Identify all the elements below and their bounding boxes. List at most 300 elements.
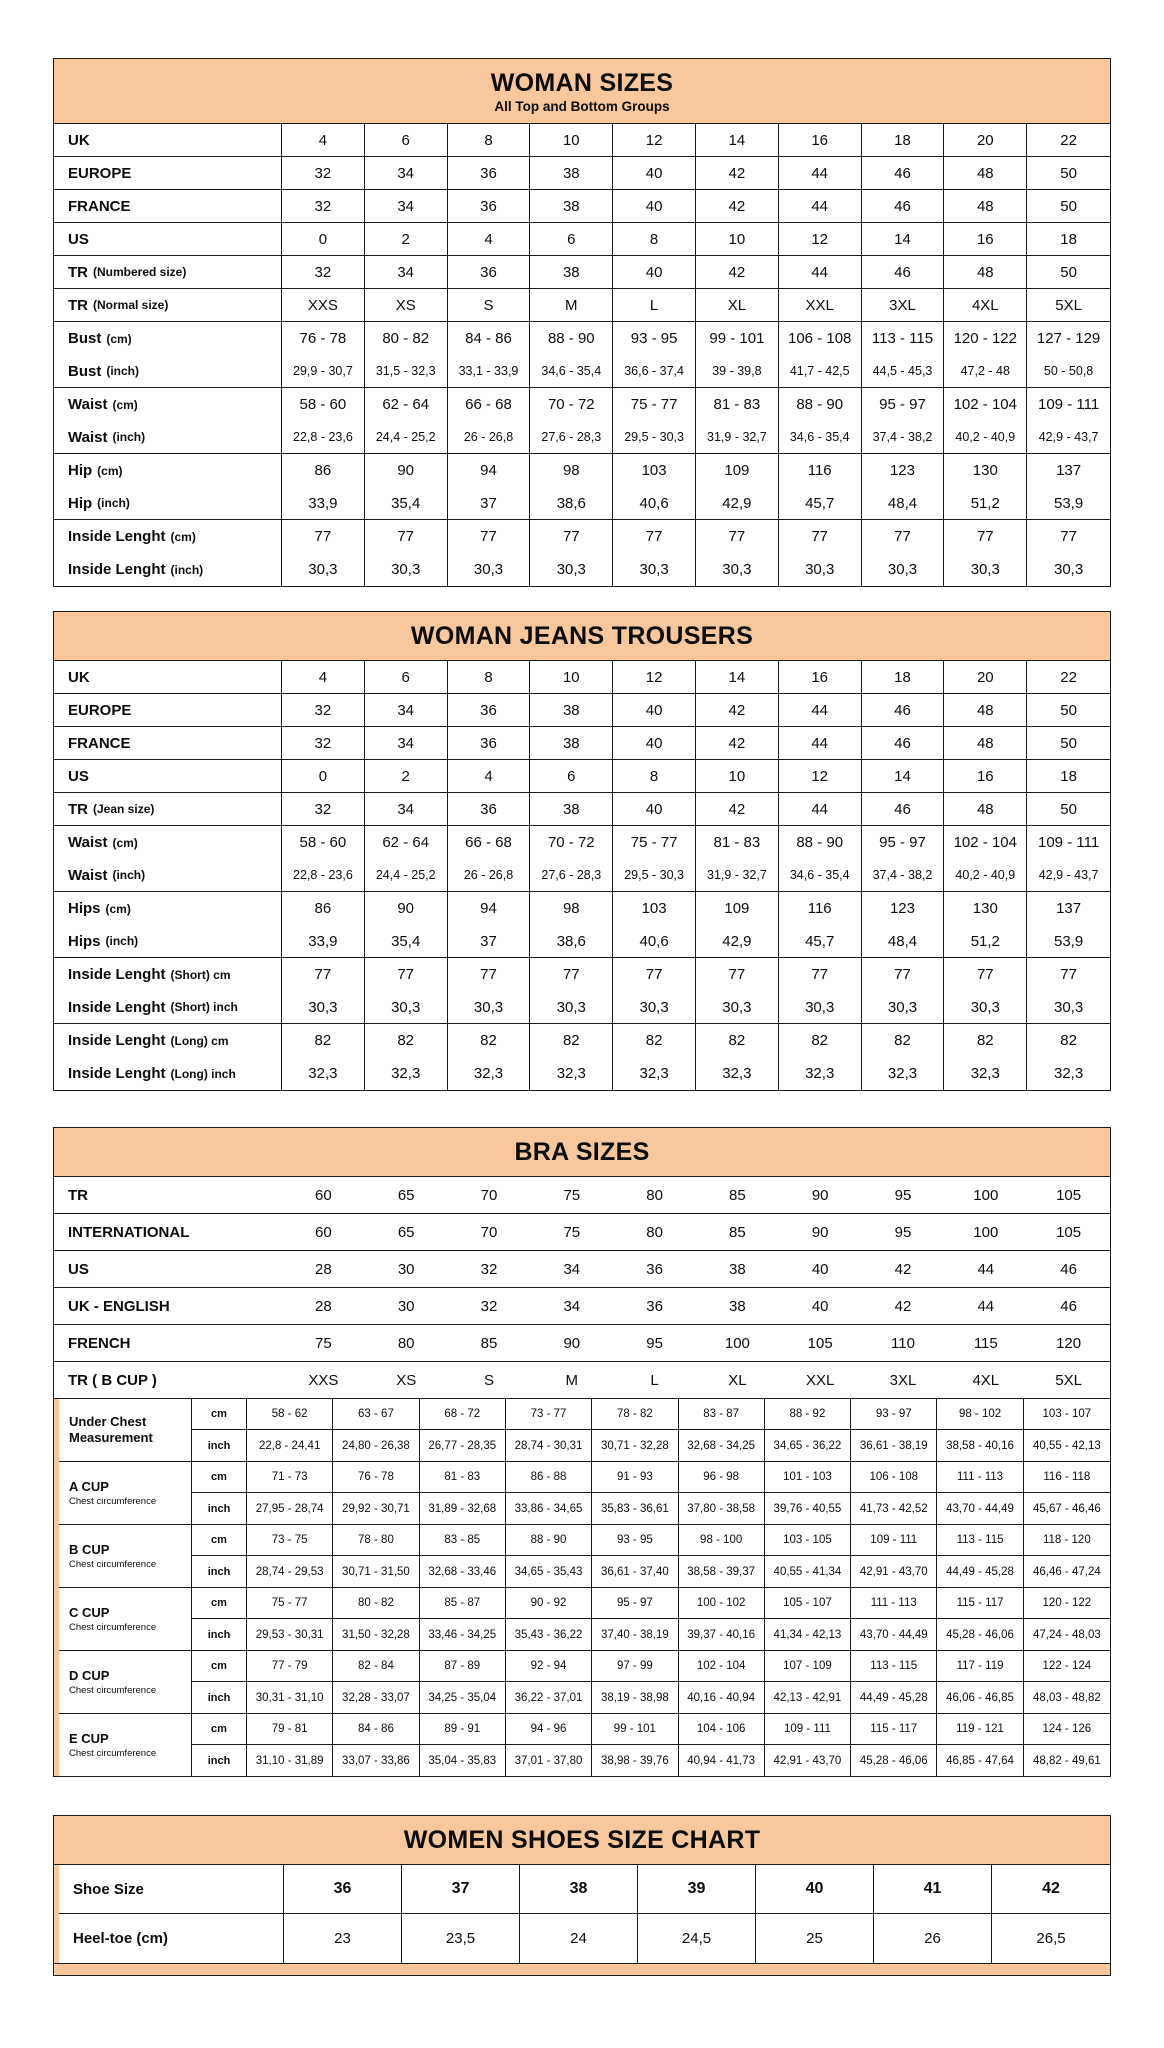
cup-sublabel: Chest circumference xyxy=(69,1747,157,1759)
value-cell: 81 - 83 xyxy=(696,826,779,859)
cup-group xyxy=(59,1525,1110,1588)
value-cell: S xyxy=(448,289,531,321)
cup-name: C CUP xyxy=(69,1605,110,1621)
value-cell: 38 xyxy=(530,727,613,759)
value-cell: 77 xyxy=(944,520,1027,553)
value-cell: 41,73 - 42,52 xyxy=(851,1493,937,1524)
value-cell: 12 xyxy=(613,661,696,693)
value-cell: 93 - 95 xyxy=(613,322,696,355)
value-cell: 10 xyxy=(530,661,613,693)
value-cell: 111 - 113 xyxy=(937,1462,1023,1493)
value-cell: 30,3 xyxy=(779,553,862,586)
value-cell: 119 - 121 xyxy=(937,1714,1023,1745)
value-cell: 77 xyxy=(448,520,531,553)
value-cell: 50 xyxy=(1060,701,1077,719)
value-cell: 30,3 xyxy=(448,553,531,586)
value-cell: 77 xyxy=(282,958,365,991)
value-cell: 77 xyxy=(365,958,448,991)
value-cell: 42,9 xyxy=(696,925,779,957)
value-cell: 81 - 83 xyxy=(696,388,779,421)
row-label-detail: (Long) cm xyxy=(170,1033,229,1048)
value-cell: 34,65 - 35,43 xyxy=(506,1556,592,1587)
value-cell: 30,71 - 31,50 xyxy=(333,1556,419,1587)
value-cell: XXL xyxy=(806,1371,835,1389)
value-cell: 24,4 - 25,2 xyxy=(365,859,448,891)
value-cell: 123 xyxy=(862,454,945,487)
value-cell: 32 xyxy=(282,157,365,189)
value-cell: 100 - 102 xyxy=(679,1588,765,1619)
value-cell: 26,5 xyxy=(1036,1930,1066,1947)
value-cell: 107 - 109 xyxy=(765,1651,851,1682)
value-cell: 30,71 - 32,28 xyxy=(592,1430,678,1461)
value-cell: 34,6 - 35,4 xyxy=(530,355,613,387)
woman-jeans-table xyxy=(53,611,1111,1091)
row-label-text: UK - ENGLISH xyxy=(68,1297,170,1315)
row-label-detail: (cm) xyxy=(112,397,138,412)
value-cell: 30,3 xyxy=(365,553,448,586)
value-cell: 70 xyxy=(480,1223,498,1241)
table-row xyxy=(54,190,1110,223)
row-label xyxy=(54,1024,282,1057)
value-cell: 90 xyxy=(811,1186,829,1204)
value-cell: 4XL xyxy=(972,1371,1000,1389)
row-label-text: Hips xyxy=(68,932,101,950)
value-cell: 105 xyxy=(1056,1223,1082,1241)
value-cell: 95 xyxy=(646,1334,663,1352)
value-cell: 58 - 60 xyxy=(282,826,365,859)
value-cell: 29,5 - 30,3 xyxy=(613,421,696,453)
value-cell: 95 - 97 xyxy=(862,388,945,421)
woman-jeans-header xyxy=(54,612,1110,661)
row-label-text: Waist xyxy=(68,834,108,851)
cup-label xyxy=(59,1588,192,1650)
value-cell: 53,9 xyxy=(1053,494,1084,512)
value-cell: 42,91 - 43,70 xyxy=(851,1556,937,1587)
row-label-text: US xyxy=(68,1260,89,1278)
value-cell: 46 xyxy=(862,694,945,726)
value-cell: 115 - 117 xyxy=(937,1588,1023,1619)
value-cell: 32 xyxy=(282,256,365,288)
value-cell: 48 xyxy=(944,256,1027,288)
value-cell: 33,1 - 33,9 xyxy=(448,355,531,387)
value-cell: 31,9 - 32,7 xyxy=(696,859,779,891)
value-cell: 32,3 xyxy=(530,1057,613,1090)
value-cell: 81 - 83 xyxy=(420,1462,506,1493)
row-label-detail: (inch) xyxy=(97,496,130,510)
value-cell: 14 xyxy=(862,223,945,255)
cup-label xyxy=(59,1714,192,1776)
table-row xyxy=(59,1865,1110,1914)
value-cell: 100 xyxy=(973,1186,999,1204)
women-shoes-header xyxy=(54,1816,1110,1865)
row-label xyxy=(59,1865,284,1913)
row-label-detail: (Short) inch xyxy=(170,1000,238,1014)
value-cell: 32 xyxy=(282,727,365,759)
value-cell: 77 xyxy=(613,958,696,991)
value-cell: 32,3 xyxy=(862,1057,945,1090)
value-cell: 85 xyxy=(480,1334,498,1352)
value-cell: 38,58 - 39,37 xyxy=(679,1556,765,1587)
value-cell: S xyxy=(483,1371,494,1389)
cup-label xyxy=(59,1651,192,1713)
value-cell: 45,67 - 46,46 xyxy=(1032,1502,1101,1515)
row-label-text: Hip xyxy=(68,494,93,512)
value-cell: 34,25 - 35,04 xyxy=(420,1682,506,1713)
value-cell: 109 - 111 xyxy=(765,1714,851,1745)
value-cell: 48 xyxy=(944,727,1027,759)
value-cell: 109 - 111 xyxy=(1038,396,1100,413)
value-cell: 76 - 78 xyxy=(282,322,365,355)
value-cell: 98 - 100 xyxy=(679,1525,765,1556)
value-cell: 10 xyxy=(530,124,613,156)
value-cell: 36 xyxy=(448,157,531,189)
value-cell: 0 xyxy=(282,760,365,792)
value-cell: 35,4 xyxy=(365,487,448,519)
value-cell: 109 xyxy=(696,892,779,925)
value-cell: 10 xyxy=(696,223,779,255)
cup-sublabel: Chest circumference xyxy=(69,1495,157,1507)
value-cell: 98 xyxy=(530,892,613,925)
value-cell: 42 xyxy=(696,256,779,288)
value-cell: 48,03 - 48,82 xyxy=(1032,1691,1101,1704)
value-cell: 26 - 26,8 xyxy=(448,421,531,453)
value-cell: 130 xyxy=(944,454,1027,487)
unit-label: inch xyxy=(192,1556,247,1587)
value-cell: 42 xyxy=(696,727,779,759)
value-cell: 30,3 xyxy=(282,991,365,1023)
value-cell: 82 xyxy=(862,1024,945,1057)
value-cell: 85 xyxy=(729,1223,746,1241)
value-cell: 30,3 xyxy=(862,991,945,1023)
row-label-detail: (cm) xyxy=(97,463,123,478)
value-cell: 37,4 - 38,2 xyxy=(862,859,945,891)
value-cell: 42,13 - 42,91 xyxy=(765,1682,851,1713)
table-row xyxy=(54,958,1110,991)
value-cell: 34 xyxy=(563,1297,581,1315)
value-cell: 83 - 85 xyxy=(420,1525,506,1556)
cup-sublabel: Chest circumference xyxy=(69,1558,157,1570)
table-row xyxy=(54,157,1110,190)
value-cell: 40 xyxy=(613,157,696,189)
row-label-text: Inside Lenght xyxy=(68,1065,166,1082)
value-cell: 85 xyxy=(729,1186,746,1204)
value-cell: 46 xyxy=(1060,1260,1077,1278)
value-cell: 40,16 - 40,94 xyxy=(679,1682,765,1713)
value-cell: 31,10 - 31,89 xyxy=(247,1745,333,1776)
value-cell: 120 xyxy=(1056,1334,1082,1352)
value-cell: 46,46 - 47,24 xyxy=(1032,1565,1101,1578)
value-cell: M xyxy=(565,1371,579,1389)
value-cell: 5XL xyxy=(1055,296,1082,314)
value-cell: 43,70 - 44,49 xyxy=(851,1619,937,1650)
woman-sizes-table xyxy=(53,58,1111,587)
table-row xyxy=(54,388,1110,421)
value-cell: 33,86 - 34,65 xyxy=(506,1493,592,1524)
value-cell: 79 - 81 xyxy=(247,1714,333,1745)
value-cell: 105 xyxy=(1056,1186,1082,1204)
value-cell: 96 - 98 xyxy=(679,1462,765,1493)
value-cell: 37 xyxy=(448,925,531,957)
row-label xyxy=(54,520,282,553)
value-cell: 40,2 - 40,9 xyxy=(944,859,1027,891)
value-cell: 40,6 xyxy=(613,487,696,519)
value-cell: 66 - 68 xyxy=(448,388,531,421)
row-label xyxy=(54,958,282,991)
value-cell: 99 - 101 xyxy=(592,1714,678,1745)
row-label xyxy=(54,1177,282,1213)
value-cell: 39 - 39,8 xyxy=(696,355,779,387)
value-cell: 32 xyxy=(282,190,365,222)
value-cell: 47,24 - 48,03 xyxy=(1032,1628,1101,1641)
value-cell: 40 xyxy=(756,1865,874,1913)
value-cell: 89 - 91 xyxy=(420,1714,506,1745)
value-cell: 0 xyxy=(282,223,365,255)
value-cell: 34 xyxy=(365,793,448,825)
value-cell: 105 xyxy=(807,1334,833,1352)
cup-group xyxy=(59,1588,1110,1651)
value-cell: 46 xyxy=(862,793,945,825)
value-cell: 18 xyxy=(862,661,945,693)
cup-name: E CUP xyxy=(69,1731,109,1747)
value-cell: 94 xyxy=(448,454,531,487)
value-cell: 38 xyxy=(530,793,613,825)
unit-label: inch xyxy=(192,1493,247,1524)
value-cell: 10 xyxy=(696,760,779,792)
value-cell: 88 - 90 xyxy=(506,1525,592,1556)
row-label-text: Waist xyxy=(68,396,108,413)
value-cell: 88 - 90 xyxy=(779,826,862,859)
value-cell: 34 xyxy=(365,727,448,759)
value-cell: 34 xyxy=(563,1260,581,1278)
table-title: WOMEN SHOES SIZE CHART xyxy=(403,1826,761,1854)
value-cell: XS xyxy=(396,1371,417,1389)
value-cell: 68 - 72 xyxy=(420,1399,506,1430)
value-cell: 26 xyxy=(874,1914,992,1963)
value-cell: 29,9 - 30,7 xyxy=(282,355,365,387)
value-cell: 40 xyxy=(613,727,696,759)
value-cell: 8 xyxy=(613,760,696,792)
value-cell: 37,4 - 38,2 xyxy=(862,421,945,453)
value-cell: 46 xyxy=(862,727,945,759)
value-cell: 73 - 75 xyxy=(247,1525,333,1556)
value-cell: 137 xyxy=(1056,462,1082,479)
value-cell: 6 xyxy=(365,124,448,156)
value-cell: 115 xyxy=(973,1334,998,1352)
bra-sizes-header xyxy=(54,1128,1110,1177)
value-cell: 38,6 xyxy=(530,925,613,957)
value-cell: 38 xyxy=(530,157,613,189)
unit-label: inch xyxy=(192,1430,247,1461)
value-cell: 40 xyxy=(613,793,696,825)
value-cell: 44,49 - 45,28 xyxy=(937,1556,1023,1587)
value-cell: 6 xyxy=(530,760,613,792)
value-cell: 77 xyxy=(365,520,448,553)
value-cell: 30,3 xyxy=(613,553,696,586)
value-cell: 77 xyxy=(944,958,1027,991)
value-cell: 24,80 - 26,38 xyxy=(333,1430,419,1461)
cup-group xyxy=(59,1399,1110,1462)
value-cell: 14 xyxy=(696,124,779,156)
value-cell: 95 xyxy=(894,1223,912,1241)
value-cell: 42 xyxy=(1042,1880,1060,1897)
row-label-text: FRENCH xyxy=(68,1334,131,1352)
value-cell: 50 xyxy=(1060,164,1077,182)
cup-label xyxy=(59,1399,192,1461)
value-cell: 36 xyxy=(646,1260,663,1278)
row-label-detail: (Normal size) xyxy=(93,298,169,312)
row-label xyxy=(54,991,282,1023)
value-cell: 77 xyxy=(1060,528,1077,545)
value-cell: 38 xyxy=(729,1260,746,1278)
value-cell: 39,76 - 40,55 xyxy=(765,1493,851,1524)
value-cell: 44 xyxy=(779,157,862,189)
value-cell: 42 xyxy=(894,1297,912,1315)
row-label-text: Hip xyxy=(68,462,93,479)
value-cell: 93 - 95 xyxy=(592,1525,678,1556)
value-cell: 30,3 xyxy=(779,991,862,1023)
value-cell: 109 - 111 xyxy=(1038,834,1100,851)
row-label-detail: (inch) xyxy=(105,934,139,948)
value-cell: 116 xyxy=(779,892,862,925)
value-cell: 101 - 103 xyxy=(765,1462,851,1493)
row-label-detail: (Numbered size) xyxy=(93,265,187,279)
value-cell: 58 - 60 xyxy=(282,388,365,421)
value-cell: 30,3 xyxy=(696,553,779,586)
value-cell: 38,6 xyxy=(530,487,613,519)
value-cell: 76 - 78 xyxy=(333,1462,419,1493)
value-cell: 18 xyxy=(1060,767,1077,785)
value-cell: 39 xyxy=(638,1865,756,1913)
value-cell: 36 xyxy=(646,1297,663,1315)
value-cell: 62 - 64 xyxy=(365,388,448,421)
table-row xyxy=(54,1251,1110,1288)
unit-label: inch xyxy=(192,1682,247,1713)
row-label xyxy=(54,1057,282,1090)
row-label-text: TR ( B CUP ) xyxy=(68,1371,157,1389)
row-label xyxy=(54,256,282,288)
value-cell: 102 - 104 xyxy=(679,1651,765,1682)
value-cell: 36,6 - 37,4 xyxy=(613,355,696,387)
value-cell: M xyxy=(530,289,613,321)
row-label-text: Waist xyxy=(68,866,108,884)
value-cell: 124 - 126 xyxy=(1024,1714,1110,1745)
value-cell: 50 xyxy=(1060,197,1077,215)
table-row xyxy=(54,487,1110,520)
row-label-text: Bust xyxy=(68,362,102,380)
value-cell: 84 - 86 xyxy=(448,322,531,355)
value-cell: 42 xyxy=(696,694,779,726)
value-cell: 24 xyxy=(520,1914,638,1963)
row-label-text: Heel-toe (cm) xyxy=(73,1930,169,1947)
cup-group xyxy=(59,1651,1110,1714)
value-cell: 25 xyxy=(756,1914,874,1963)
value-cell: 90 - 92 xyxy=(506,1588,592,1619)
value-cell: 30,3 xyxy=(530,553,613,586)
row-label-detail: (inch) xyxy=(112,430,146,444)
row-label-text: TR xyxy=(68,1186,88,1204)
value-cell: 35,4 xyxy=(365,925,448,957)
value-cell: 127 - 129 xyxy=(1036,330,1101,347)
row-label xyxy=(54,1288,282,1324)
row-label-text: FRANCE xyxy=(68,197,131,215)
row-label xyxy=(54,1251,282,1287)
value-cell: 32,3 xyxy=(779,1057,862,1090)
value-cell: 75 - 77 xyxy=(613,826,696,859)
value-cell: 34 xyxy=(365,694,448,726)
value-cell: 50 - 50,8 xyxy=(1043,364,1094,378)
row-label xyxy=(54,661,282,693)
row-label-detail: (Short) cm xyxy=(170,967,231,982)
table-row xyxy=(54,760,1110,793)
value-cell: 44 xyxy=(977,1260,995,1278)
value-cell: 100 xyxy=(973,1223,999,1241)
value-cell: 45,28 - 46,06 xyxy=(937,1619,1023,1650)
value-cell: 29,5 - 30,3 xyxy=(613,859,696,891)
value-cell: 31,9 - 32,7 xyxy=(696,421,779,453)
row-label-text: Inside Lenght xyxy=(68,966,166,983)
value-cell: 92 - 94 xyxy=(506,1651,592,1682)
value-cell: 32,3 xyxy=(448,1057,531,1090)
value-cell: 48 xyxy=(944,694,1027,726)
value-cell: 24,5 xyxy=(638,1914,756,1963)
value-cell: 32 xyxy=(282,793,365,825)
table-title: WOMAN JEANS TROUSERS xyxy=(410,622,754,650)
value-cell: 32,3 xyxy=(696,1057,779,1090)
value-cell: 77 - 79 xyxy=(247,1651,333,1682)
value-cell: 4 xyxy=(282,124,365,156)
value-cell: 36 xyxy=(284,1865,402,1913)
value-cell: 32,3 xyxy=(365,1057,448,1090)
value-cell: 118 - 120 xyxy=(1024,1525,1110,1556)
value-cell: 82 xyxy=(1060,1032,1077,1049)
value-cell: 28 xyxy=(315,1297,332,1315)
value-cell: 88 - 90 xyxy=(530,322,613,355)
value-cell: 42 xyxy=(894,1260,912,1278)
value-cell: 51,2 xyxy=(944,487,1027,519)
row-label-text: EUROPE xyxy=(68,164,132,182)
row-label xyxy=(54,694,282,726)
row-label-text: UK xyxy=(68,668,90,686)
value-cell: 120 - 122 xyxy=(944,322,1027,355)
value-cell: 44,49 - 45,28 xyxy=(851,1682,937,1713)
row-label xyxy=(54,1325,282,1361)
value-cell: 38 xyxy=(530,694,613,726)
value-cell: 130 xyxy=(944,892,1027,925)
value-cell: 50 xyxy=(1060,800,1077,818)
value-cell: 123 xyxy=(862,892,945,925)
value-cell: 48,4 xyxy=(862,487,945,519)
unit-label: cm xyxy=(192,1462,247,1493)
value-cell: 80 xyxy=(646,1186,663,1204)
row-label-text: UK xyxy=(68,131,90,149)
value-cell: 34 xyxy=(365,190,448,222)
table-row xyxy=(54,793,1110,826)
value-cell: 30,3 xyxy=(944,553,1027,586)
value-cell: 77 xyxy=(613,520,696,553)
value-cell: 34,65 - 36,22 xyxy=(765,1430,851,1461)
bra-measurement-section xyxy=(54,1399,1110,1776)
table-row xyxy=(54,1362,1110,1399)
row-label xyxy=(54,826,282,859)
value-cell: 77 xyxy=(779,958,862,991)
value-cell: 109 xyxy=(696,454,779,487)
woman-sizes-header xyxy=(54,59,1110,124)
value-cell: 32,68 - 33,46 xyxy=(420,1556,506,1587)
row-label-text: FRANCE xyxy=(68,734,131,752)
value-cell: 42,9 xyxy=(696,487,779,519)
value-cell: 84 - 86 xyxy=(333,1714,419,1745)
value-cell: 46 xyxy=(862,190,945,222)
